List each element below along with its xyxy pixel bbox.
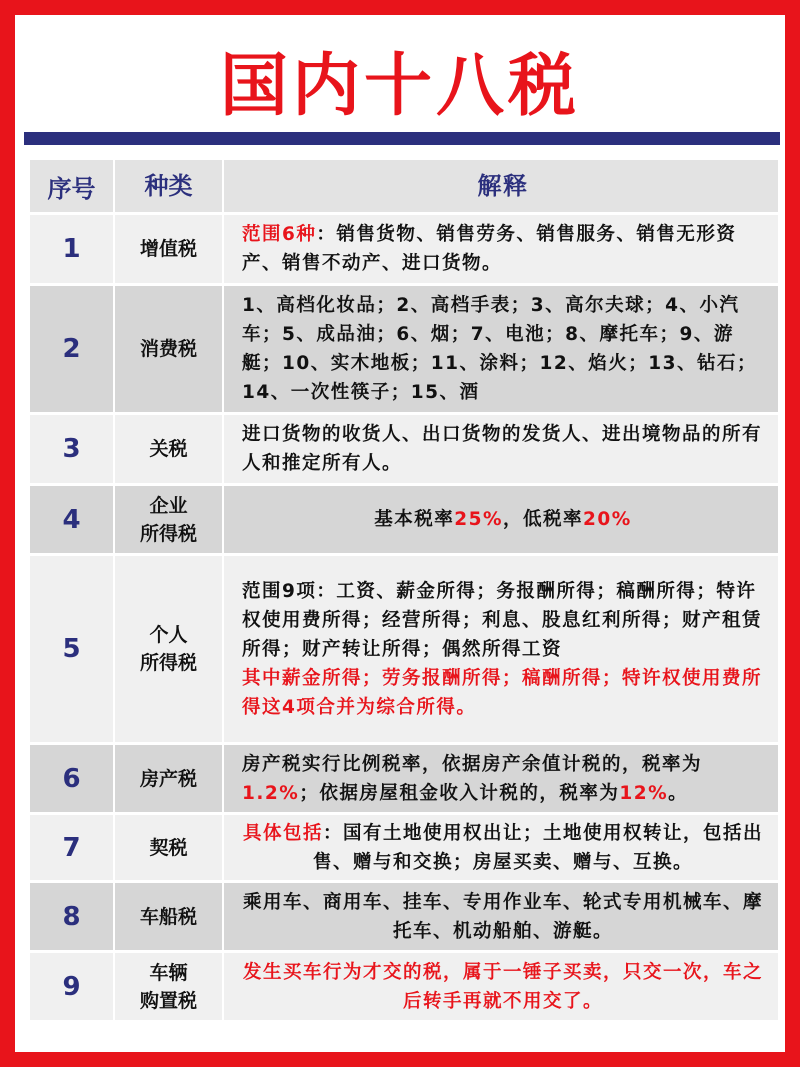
row-number: 9: [30, 953, 113, 1020]
tax-kind: 房产税: [115, 745, 222, 812]
description-text: ：销售货物、销售劳务、销售服务、销售无形资产、销售不动产、进口货物。: [242, 224, 737, 274]
tax-description: [224, 556, 778, 742]
tax-table: [30, 160, 778, 1023]
title-divider-bar: [24, 132, 780, 145]
tax-description: [224, 745, 778, 812]
tax-description: [224, 815, 778, 880]
table-row: [30, 215, 778, 283]
description-text: 范围9项：工资、薪金所得；务报酬所得；稿酬所得；特许权使用费所得；经营所得；利息、股息红利所得；财产租赁所得；财产转让所得；偶然所得工资: [242, 580, 763, 660]
tax-kind: 增值税: [115, 215, 222, 283]
highlight-text: 25%: [454, 509, 503, 530]
description-text: 基本税率: [374, 509, 455, 530]
row-number: 5: [30, 556, 113, 742]
table-row: [30, 883, 778, 950]
description-text: 进口货物的收货人、出口货物的发货人、进出境物品的所有人和推定所有人。: [242, 424, 763, 474]
page-title: 国内十八税: [219, 47, 580, 126]
highlight-text: 12%: [619, 782, 669, 804]
description-text: ：国有土地使用权出让；土地使用权转让，包括出售、赠与和交换；房屋买卖、赠与、互换。: [312, 822, 764, 873]
row-number: 4: [30, 486, 113, 553]
table-row: [30, 286, 778, 412]
header-desc: 解释: [224, 160, 778, 212]
highlight-text: 范围6种: [242, 224, 317, 245]
table-row: [30, 415, 778, 483]
poster-frame: [15, 15, 785, 1052]
description-text: 1、高档化妆品；2、高档手表；3、高尔夫球；4、小汽车；5、成品油；6、烟；7、电池；8、摩托车；9、游艇；10、实木地板；11、涂料；12、焰火；13、钻石；14、一次性筷子；15、酒: [242, 295, 757, 403]
table-row: [30, 486, 778, 553]
highlight-text: 发生买车行为才交的税，属于一锤子买卖，只交一次，车之后转手再就不用交了。: [242, 961, 763, 1012]
highlight-text: 其中薪金所得；劳务报酬所得；稿酬所得；特许权使用费所得这4项合并为综合所得。: [242, 667, 763, 718]
table-row: [30, 953, 778, 1020]
tax-description: [224, 486, 778, 553]
description-text: ；依据房屋租金收入计税的，税率为: [299, 782, 620, 804]
description-text: ，低税率: [503, 509, 584, 530]
tax-kind: 关税: [115, 415, 222, 483]
tax-description: [224, 883, 778, 950]
description-text: 乘用车、商用车、挂车、专用作业车、轮式专用机械车、摩托车、机动船舶、游艇。: [242, 891, 763, 942]
row-number: 6: [30, 745, 113, 812]
row-number: 3: [30, 415, 113, 483]
tax-kind: 消费税: [115, 286, 222, 412]
row-number: 1: [30, 215, 113, 283]
row-number: 2: [30, 286, 113, 412]
table-row: [30, 745, 778, 812]
row-number: 7: [30, 815, 113, 880]
description-text: 房产税实行比例税率，依据房产余值计税的，税率为: [242, 753, 703, 775]
tax-kind: 企业 所得税: [115, 486, 222, 553]
highlight-text: 具体包括: [242, 822, 323, 844]
tax-description: [224, 215, 778, 283]
table-row: [30, 815, 778, 880]
tax-description: [224, 286, 778, 412]
header-num: 序号: [30, 160, 113, 212]
table-row: [30, 556, 778, 742]
description-text: 。: [668, 782, 689, 804]
highlight-text: 1.2%: [242, 782, 300, 804]
tax-kind: 契税: [115, 815, 222, 880]
tax-kind: 车船税: [115, 883, 222, 950]
header-kind: 种类: [115, 160, 222, 212]
tax-kind: 车辆 购置税: [115, 953, 222, 1020]
row-number: 8: [30, 883, 113, 950]
tax-description: [224, 953, 778, 1020]
highlight-text: 20%: [583, 509, 632, 530]
table-header: [30, 160, 778, 212]
tax-kind: 个人 所得税: [115, 556, 222, 742]
tax-description: [224, 415, 778, 483]
